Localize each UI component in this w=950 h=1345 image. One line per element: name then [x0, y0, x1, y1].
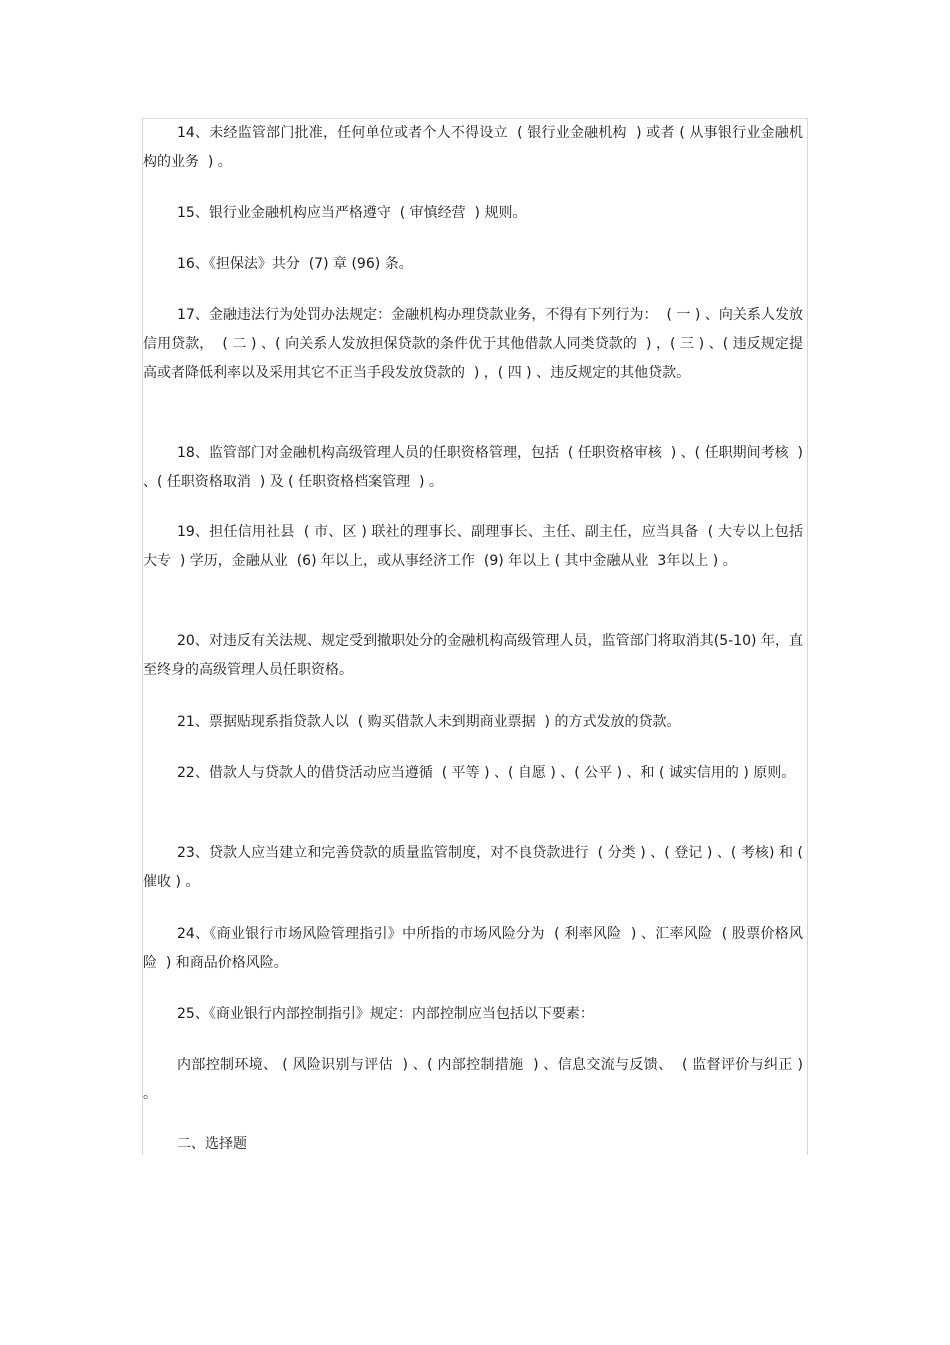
- paragraph-q15: 15、银行业金融机构应当严格遵守 ( 审慎经营 ) 规则。: [177, 205, 527, 221]
- section-heading-choice-questions: 二、选择题: [177, 1136, 247, 1152]
- paragraph-q25: 25、《商业银行内部控制指引》规定：内部控制应当包括以下要素：: [177, 1006, 594, 1022]
- paragraph-q14: 14、未经监管部门批准，任何单位或者个人不得设立 ( 银行业金融机构 ) 或者 ( 从事银行业金融机构的业务 ) 。: [143, 125, 803, 170]
- paragraph-q18: 18、监管部门对金融机构高级管理人员的任职资格管理，包括 ( 任职资格审核 ) 、( 任职期间考核 ) 、( 任职资格取消 ) 及 ( 任职资格档案管理 ) 。: [143, 445, 808, 490]
- paragraph-q25-elements: 内部控制环境、 ( 风险识别与评估 ) 、( 内部控制措施 ) 、信息交流与反馈、 ( 监督评价与纠正 ) 。: [143, 1057, 808, 1102]
- paragraph-q23: 23、贷款人应当建立和完善贷款的质量监管制度，对不良贷款进行 ( 分类 ) 、( 登记 ) 、( 考核) 和 ( 催收 ) 。: [143, 845, 808, 890]
- paragraph-q16: 16、《担保法》共分 (7) 章 (96) 条。: [177, 256, 413, 272]
- paragraph-q20: 20、对违反有关法规、规定受到撤职处分的金融机构高级管理人员，监管部门将取消其(5-10) 年，直至终身的高级管理人员任职资格。: [143, 633, 803, 678]
- paragraph-q22: 22、借款人与贷款人的借贷活动应当遵循 ( 平等 ) 、( 自愿 ) 、( 公平 ) 、和 ( 诚实信用的 ) 原则。: [177, 765, 796, 781]
- paragraph-q19: 19、担任信用社县 ( 市、区 ) 联社的理事长、副理事长、主任、副主任，应当具备 ( 大专以上包括大专 ) 学历，金融从业 (6) 年以上，或从事经济工作 (9) 年以上 ( 其中金融从业 3年以上 ) 。: [143, 524, 803, 569]
- paragraph-q17: 17、金融违法行为处罚办法规定：金融机构办理贷款业务，不得有下列行为： ( 一 ) 、向关系人发放信用贷款， ( 二 ) 、( 向关系人发放担保贷款的条件优于其他借款人同类贷款的 ) ，( 三 ) 、( 违反规定提高或者降低利率以及采用其它不正当手段发放贷款的 ) ，( 四 ) 、违反规定的其他贷款。: [143, 307, 803, 381]
- paragraph-q24: 24、《商业银行市场风险管理指引》中所指的市场风险分为 ( 利率风险 ) 、汇率风险 ( 股票价格风险 ) 和商品价格风险。: [143, 926, 803, 971]
- paragraph-q21: 21、票据贴现系指贷款人以 ( 购买借款人未到期商业票据 ) 的方式发放的贷款。: [177, 714, 681, 730]
